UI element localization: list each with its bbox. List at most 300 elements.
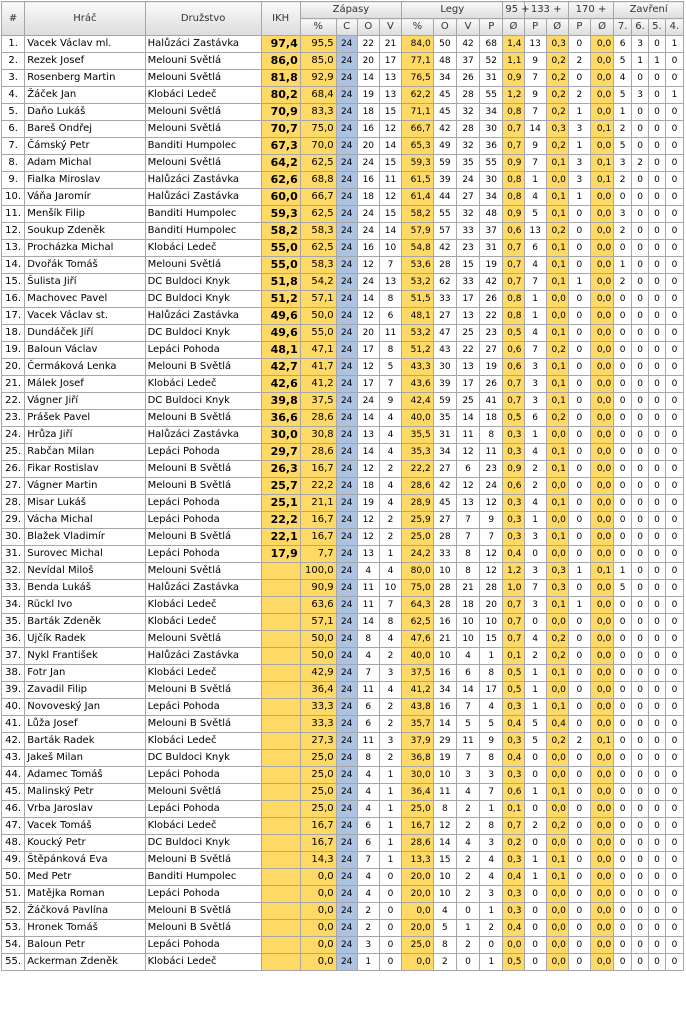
cell-legs-v: 13: [456, 359, 479, 376]
cell-ikh: 22,1: [261, 529, 300, 546]
cell-rank: 2.: [2, 53, 25, 70]
cell-matches-o: 24: [357, 155, 379, 172]
cell-p95: 30: [480, 172, 503, 189]
cell-z7: 1: [614, 257, 632, 274]
cell-p133: 7: [524, 104, 546, 121]
cell-z6: 0: [632, 699, 649, 716]
cell-team: Melouni B Světlá: [145, 903, 261, 920]
cell-p95: 3: [480, 835, 503, 852]
cell-matches-o: 6: [357, 818, 379, 835]
header-player: Hráč: [25, 2, 145, 36]
cell-matches-c: 24: [336, 665, 357, 682]
cell-team: Melouni Světlá: [145, 155, 261, 172]
cell-legs-pct: 20,0: [402, 869, 434, 886]
cell-avg170: 0,0: [590, 206, 613, 223]
cell-p170: 0: [568, 784, 590, 801]
cell-z6: 0: [632, 359, 649, 376]
cell-p133: 1: [524, 852, 546, 869]
cell-z4: 0: [665, 886, 683, 903]
cell-p133: 0: [524, 903, 546, 920]
cell-player: Ujčík Radek: [25, 631, 145, 648]
cell-z4: 0: [665, 597, 683, 614]
cell-legs-v: 10: [456, 631, 479, 648]
cell-avg133: 0,3: [546, 36, 568, 53]
cell-z4: 0: [665, 291, 683, 308]
cell-ikh: 49,6: [261, 308, 300, 325]
cell-team: Halůzáci Zastávka: [145, 580, 261, 597]
cell-legs-v: 12: [456, 478, 479, 495]
cell-ikh: 25,7: [261, 478, 300, 495]
cell-z5: 0: [649, 699, 666, 716]
cell-rank: 37.: [2, 648, 25, 665]
cell-avg170: 0,0: [590, 818, 613, 835]
cell-p133: 7: [524, 155, 546, 172]
table-row: [2, 750, 684, 767]
cell-matches-v: 7: [379, 257, 401, 274]
cell-avg133: 0,1: [546, 206, 568, 223]
cell-z4: 0: [665, 835, 683, 852]
cell-z6: 0: [632, 206, 649, 223]
cell-p95: 9: [480, 733, 503, 750]
cell-z5: 0: [649, 308, 666, 325]
cell-ikh: 70,7: [261, 121, 300, 138]
cell-matches-o: 1: [357, 954, 379, 971]
cell-z7: 3: [614, 206, 632, 223]
cell-matches-v: 1: [379, 818, 401, 835]
subheader-170-p: P: [568, 19, 590, 36]
cell-matches-o: 12: [357, 359, 379, 376]
cell-ikh: 97,4: [261, 36, 300, 53]
cell-team: Lepáci Pohoda: [145, 495, 261, 512]
cell-legs-o: 8: [433, 937, 456, 954]
cell-ikh: 30,0: [261, 427, 300, 444]
cell-p95: 34: [480, 104, 503, 121]
cell-rank: 7.: [2, 138, 25, 155]
cell-avg95: 1,0: [503, 580, 524, 597]
cell-z5: 0: [649, 189, 666, 206]
subheader-170-avg: Ø: [590, 19, 613, 36]
cell-legs-pct: 25,0: [402, 801, 434, 818]
cell-legs-pct: 0,0: [402, 954, 434, 971]
cell-z5: 0: [649, 461, 666, 478]
cell-avg133: 0,1: [546, 274, 568, 291]
cell-matches-v: 10: [379, 240, 401, 257]
cell-avg95: 0,5: [503, 682, 524, 699]
cell-rank: 41.: [2, 716, 25, 733]
cell-z7: 0: [614, 393, 632, 410]
cell-z6: 0: [632, 546, 649, 563]
cell-legs-o: 39: [433, 172, 456, 189]
cell-z5: 0: [649, 376, 666, 393]
cell-ikh: 55,0: [261, 257, 300, 274]
cell-p170: 0: [568, 767, 590, 784]
cell-z5: 0: [649, 138, 666, 155]
cell-matches-pct: 0,0: [300, 869, 336, 886]
cell-z6: 0: [632, 308, 649, 325]
cell-rank: 22.: [2, 393, 25, 410]
cell-p95: 20: [480, 597, 503, 614]
cell-p170: 0: [568, 869, 590, 886]
cell-legs-v: 8: [456, 546, 479, 563]
cell-team: Melouni B Světlá: [145, 920, 261, 937]
cell-legs-v: 25: [456, 393, 479, 410]
cell-avg95: 0,7: [503, 818, 524, 835]
cell-avg95: 1,2: [503, 563, 524, 580]
cell-z7: 0: [614, 342, 632, 359]
cell-matches-v: 14: [379, 223, 401, 240]
cell-matches-c: 24: [336, 291, 357, 308]
cell-z5: 0: [649, 920, 666, 937]
cell-p170: 1: [568, 138, 590, 155]
cell-matches-c: 24: [336, 529, 357, 546]
cell-avg95: 0,7: [503, 257, 524, 274]
cell-z6: 0: [632, 750, 649, 767]
cell-z5: 0: [649, 478, 666, 495]
cell-p133: 3: [524, 393, 546, 410]
cell-avg170: 0,0: [590, 410, 613, 427]
cell-z4: 0: [665, 920, 683, 937]
cell-matches-c: 24: [336, 869, 357, 886]
cell-avg133: 0,2: [546, 104, 568, 121]
cell-player: Hronek Tomáš: [25, 920, 145, 937]
cell-legs-v: 2: [456, 886, 479, 903]
cell-z7: 0: [614, 478, 632, 495]
table-row: [2, 240, 684, 257]
cell-z6: 0: [632, 478, 649, 495]
cell-matches-c: 24: [336, 903, 357, 920]
cell-z5: 0: [649, 512, 666, 529]
cell-z6: 0: [632, 342, 649, 359]
cell-matches-pct: 0,0: [300, 920, 336, 937]
cell-ikh: 51,8: [261, 274, 300, 291]
cell-legs-o: 33: [433, 291, 456, 308]
cell-p133: 2: [524, 478, 546, 495]
cell-matches-o: 7: [357, 852, 379, 869]
cell-z4: 0: [665, 121, 683, 138]
cell-p133: 9: [524, 53, 546, 70]
cell-p170: 0: [568, 920, 590, 937]
cell-avg133: 0,2: [546, 733, 568, 750]
cell-avg95: 0,3: [503, 886, 524, 903]
cell-z4: 0: [665, 104, 683, 121]
cell-team: Klobáci Ledeč: [145, 376, 261, 393]
cell-p95: 37: [480, 223, 503, 240]
cell-avg170: 0,0: [590, 682, 613, 699]
cell-avg95: 0,7: [503, 614, 524, 631]
cell-player: Nevídal Miloš: [25, 563, 145, 580]
cell-matches-c: 24: [336, 87, 357, 104]
cell-rank: 39.: [2, 682, 25, 699]
cell-legs-o: 48: [433, 53, 456, 70]
cell-rank: 54.: [2, 937, 25, 954]
cell-z4: 0: [665, 665, 683, 682]
cell-matches-v: 2: [379, 750, 401, 767]
cell-matches-c: 24: [336, 155, 357, 172]
cell-avg170: 0,0: [590, 869, 613, 886]
cell-z5: 1: [649, 53, 666, 70]
cell-matches-v: 2: [379, 648, 401, 665]
cell-legs-o: 28: [433, 529, 456, 546]
cell-avg133: 0,0: [546, 291, 568, 308]
cell-avg95: 0,7: [503, 138, 524, 155]
cell-avg95: 0,5: [503, 954, 524, 971]
cell-matches-v: 15: [379, 155, 401, 172]
cell-p133: 13: [524, 36, 546, 53]
cell-legs-pct: 53,6: [402, 257, 434, 274]
cell-team: Klobáci Ledeč: [145, 733, 261, 750]
cell-avg170: 0,0: [590, 376, 613, 393]
cell-matches-pct: 92,9: [300, 70, 336, 87]
cell-p170: 0: [568, 325, 590, 342]
table-row: [2, 835, 684, 852]
cell-matches-pct: 33,3: [300, 716, 336, 733]
cell-avg133: 0,0: [546, 682, 568, 699]
cell-player: Rosenberg Martin: [25, 70, 145, 87]
cell-z4: 0: [665, 342, 683, 359]
cell-avg95: 0,6: [503, 223, 524, 240]
cell-z6: 0: [632, 257, 649, 274]
table-row: [2, 495, 684, 512]
cell-p95: 24: [480, 478, 503, 495]
cell-avg133: 0,0: [546, 427, 568, 444]
cell-matches-o: 13: [357, 427, 379, 444]
cell-z6: 0: [632, 818, 649, 835]
cell-legs-o: 10: [433, 648, 456, 665]
table-row: [2, 937, 684, 954]
cell-avg95: 0,4: [503, 546, 524, 563]
cell-legs-pct: 77,1: [402, 53, 434, 70]
cell-z6: 0: [632, 172, 649, 189]
cell-matches-o: 12: [357, 512, 379, 529]
header-matches: Zápasy: [300, 2, 401, 19]
cell-z5: 0: [649, 801, 666, 818]
cell-avg170: 0,0: [590, 512, 613, 529]
cell-matches-c: 24: [336, 597, 357, 614]
cell-matches-c: 24: [336, 104, 357, 121]
cell-z4: 0: [665, 784, 683, 801]
cell-z7: 0: [614, 444, 632, 461]
cell-rank: 1.: [2, 36, 25, 53]
cell-team: Melouni Světlá: [145, 53, 261, 70]
cell-rank: 33.: [2, 580, 25, 597]
cell-ikh: 42,6: [261, 376, 300, 393]
header-team: Družstvo: [145, 2, 261, 36]
cell-matches-v: 8: [379, 291, 401, 308]
cell-matches-o: 14: [357, 291, 379, 308]
cell-p95: 18: [480, 410, 503, 427]
table-row: [2, 257, 684, 274]
cell-legs-v: 2: [456, 937, 479, 954]
cell-z6: 0: [632, 733, 649, 750]
cell-z6: 0: [632, 461, 649, 478]
cell-avg95: 0,3: [503, 427, 524, 444]
cell-ikh: 80,2: [261, 87, 300, 104]
cell-avg133: 0,1: [546, 359, 568, 376]
cell-z4: 0: [665, 444, 683, 461]
cell-legs-v: 6: [456, 665, 479, 682]
cell-matches-pct: 16,7: [300, 818, 336, 835]
cell-avg133: 0,2: [546, 53, 568, 70]
cell-legs-v: 27: [456, 189, 479, 206]
cell-avg170: 0,0: [590, 342, 613, 359]
cell-p170: 1: [568, 104, 590, 121]
subheader-133-avg: Ø: [546, 19, 568, 36]
cell-avg133: 0,0: [546, 478, 568, 495]
cell-matches-o: 16: [357, 121, 379, 138]
cell-player: Zavadil Filip: [25, 682, 145, 699]
cell-z4: 0: [665, 546, 683, 563]
cell-team: Halůzáci Zastávka: [145, 648, 261, 665]
cell-legs-pct: 62,2: [402, 87, 434, 104]
table-row: [2, 920, 684, 937]
cell-matches-v: 7: [379, 376, 401, 393]
cell-p95: 9: [480, 512, 503, 529]
cell-player: Surovec Michal: [25, 546, 145, 563]
cell-z5: 0: [649, 818, 666, 835]
table-row: [2, 36, 684, 53]
cell-p170: 0: [568, 818, 590, 835]
cell-team: Lepáci Pohoda: [145, 342, 261, 359]
cell-avg133: 0,0: [546, 954, 568, 971]
cell-legs-pct: 43,8: [402, 699, 434, 716]
cell-matches-pct: 28,6: [300, 444, 336, 461]
cell-z6: 0: [632, 393, 649, 410]
cell-z4: 0: [665, 801, 683, 818]
cell-avg95: 0,9: [503, 155, 524, 172]
table-row: [2, 325, 684, 342]
cell-rank: 12.: [2, 223, 25, 240]
cell-player: Blažek Vladimír: [25, 529, 145, 546]
cell-avg133: 0,1: [546, 444, 568, 461]
cell-matches-c: 24: [336, 223, 357, 240]
cell-z6: 0: [632, 580, 649, 597]
cell-p170: 0: [568, 631, 590, 648]
cell-rank: 40.: [2, 699, 25, 716]
cell-p95: 1: [480, 903, 503, 920]
cell-avg133: 0,0: [546, 546, 568, 563]
cell-matches-c: 24: [336, 801, 357, 818]
cell-z4: 0: [665, 699, 683, 716]
cell-avg170: 0,0: [590, 393, 613, 410]
cell-avg133: 0,0: [546, 835, 568, 852]
table-row: [2, 852, 684, 869]
cell-z5: 0: [649, 121, 666, 138]
cell-avg133: 0,1: [546, 597, 568, 614]
cell-p133: 14: [524, 121, 546, 138]
subheader-close-4: 4.: [665, 19, 683, 36]
cell-p133: 1: [524, 308, 546, 325]
cell-avg170: 0,0: [590, 427, 613, 444]
cell-avg95: 0,8: [503, 291, 524, 308]
cell-legs-pct: 59,3: [402, 155, 434, 172]
cell-z4: 0: [665, 325, 683, 342]
cell-matches-pct: 62,5: [300, 206, 336, 223]
header-170: 170 +: [568, 2, 613, 19]
cell-matches-v: 3: [379, 665, 401, 682]
cell-z7: 5: [614, 138, 632, 155]
cell-z7: 0: [614, 869, 632, 886]
cell-z7: 0: [614, 614, 632, 631]
cell-legs-v: 14: [456, 682, 479, 699]
cell-legs-pct: 30,0: [402, 767, 434, 784]
cell-avg95: 0,3: [503, 733, 524, 750]
cell-ikh: 60,0: [261, 189, 300, 206]
cell-rank: 21.: [2, 376, 25, 393]
cell-matches-o: 4: [357, 784, 379, 801]
cell-avg170: 0,0: [590, 223, 613, 240]
cell-matches-v: 10: [379, 580, 401, 597]
cell-matches-v: 2: [379, 512, 401, 529]
cell-p95: 31: [480, 70, 503, 87]
cell-ikh: [261, 835, 300, 852]
cell-team: Melouni B Světlá: [145, 716, 261, 733]
cell-p133: 13: [524, 223, 546, 240]
cell-avg133: 0,0: [546, 308, 568, 325]
cell-matches-c: 24: [336, 546, 357, 563]
cell-z4: 0: [665, 682, 683, 699]
cell-matches-v: 2: [379, 529, 401, 546]
cell-legs-o: 27: [433, 308, 456, 325]
cell-team: Melouni Světlá: [145, 257, 261, 274]
cell-legs-pct: 22,2: [402, 461, 434, 478]
cell-rank: 32.: [2, 563, 25, 580]
cell-avg95: 0,3: [503, 512, 524, 529]
cell-matches-v: 1: [379, 852, 401, 869]
cell-z6: 0: [632, 648, 649, 665]
cell-p170: 0: [568, 546, 590, 563]
cell-z4: 0: [665, 70, 683, 87]
cell-matches-v: 21: [379, 36, 401, 53]
cell-ikh: 62,6: [261, 172, 300, 189]
cell-z6: 3: [632, 36, 649, 53]
cell-rank: 15.: [2, 274, 25, 291]
cell-matches-v: 1: [379, 835, 401, 852]
cell-ikh: 29,7: [261, 444, 300, 461]
cell-matches-pct: 58,3: [300, 257, 336, 274]
cell-z7: 5: [614, 53, 632, 70]
cell-z7: 0: [614, 716, 632, 733]
cell-matches-o: 6: [357, 716, 379, 733]
cell-avg95: 0,3: [503, 852, 524, 869]
table-row: [2, 342, 684, 359]
cell-matches-o: 16: [357, 172, 379, 189]
cell-legs-v: 33: [456, 274, 479, 291]
cell-z5: 0: [649, 291, 666, 308]
table-row: [2, 308, 684, 325]
cell-rank: 53.: [2, 920, 25, 937]
cell-matches-c: 24: [336, 682, 357, 699]
cell-matches-pct: 14,3: [300, 852, 336, 869]
cell-player: Baloun Petr: [25, 937, 145, 954]
cell-avg133: 0,0: [546, 614, 568, 631]
cell-matches-pct: 25,0: [300, 784, 336, 801]
cell-matches-o: 13: [357, 546, 379, 563]
cell-rank: 48.: [2, 835, 25, 852]
cell-legs-v: 0: [456, 954, 479, 971]
cell-matches-o: 8: [357, 750, 379, 767]
cell-avg133: 0,1: [546, 869, 568, 886]
cell-z7: 0: [614, 376, 632, 393]
cell-matches-v: 3: [379, 733, 401, 750]
cell-p170: 0: [568, 665, 590, 682]
cell-legs-o: 45: [433, 104, 456, 121]
cell-p170: 2: [568, 53, 590, 70]
cell-p95: 22: [480, 308, 503, 325]
cell-avg95: 0,4: [503, 869, 524, 886]
cell-z7: 0: [614, 410, 632, 427]
cell-p133: 1: [524, 172, 546, 189]
cell-p95: 41: [480, 393, 503, 410]
